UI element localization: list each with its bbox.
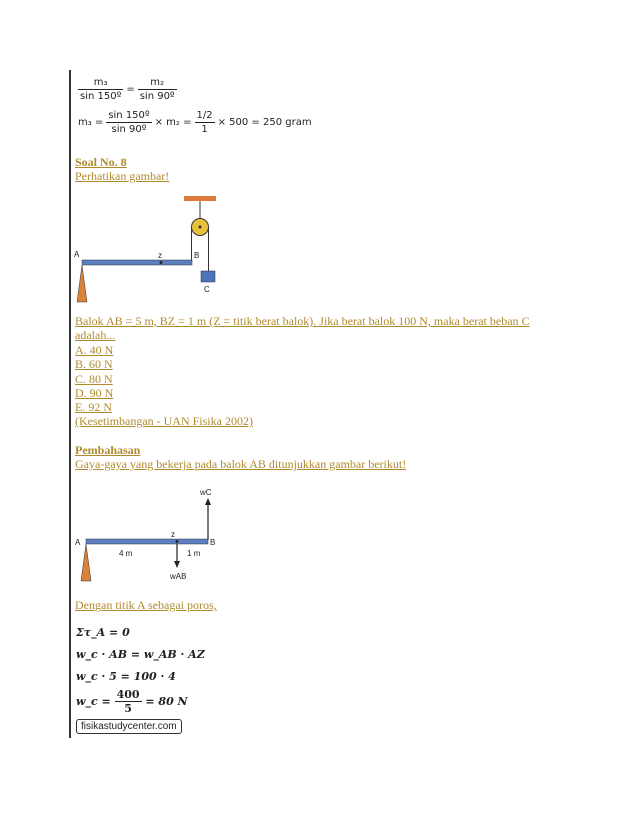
label-b: B bbox=[194, 251, 200, 260]
torque-eq-1: Στ_A = 0 bbox=[76, 626, 130, 639]
problem-source[interactable]: (Kesetimbangan - UAN Fisika 2002) bbox=[75, 414, 253, 428]
eq2-half-den: 1 bbox=[201, 124, 208, 135]
torque-eq-3: w_c · 5 = 100 · 4 bbox=[76, 670, 176, 683]
eq1-sin150: sin 150º bbox=[80, 91, 122, 102]
eq1-m3: m₃ bbox=[78, 76, 123, 90]
label-z: z bbox=[158, 251, 162, 260]
eq2-lhs: m₃ = bbox=[78, 117, 104, 128]
arrow-wab-head bbox=[174, 561, 180, 568]
point-z bbox=[160, 261, 163, 264]
final-num: 400 bbox=[116, 688, 140, 701]
eq1-m2: m₂ bbox=[138, 76, 177, 90]
label-1m: 1 m bbox=[187, 549, 201, 558]
point-z-forces bbox=[176, 540, 179, 543]
eq2-num: sin 150º bbox=[108, 110, 150, 121]
beam-ab-forces bbox=[86, 539, 208, 544]
equation-m3-result bbox=[78, 109, 315, 136]
force-diagram-figure bbox=[70, 482, 240, 587]
solution-pivot[interactable]: Dengan titik A sebagai poros, bbox=[75, 598, 217, 612]
block-c bbox=[201, 271, 215, 282]
option-d[interactable]: D. 90 N bbox=[75, 386, 114, 400]
support-icon bbox=[77, 265, 87, 302]
option-b[interactable]: B. 60 N bbox=[75, 357, 113, 371]
label-wab: wAB bbox=[170, 572, 187, 581]
final-rhs: = 80 N bbox=[145, 695, 188, 708]
eq1-sin90: sin 90º bbox=[139, 91, 175, 102]
label-c: C bbox=[204, 285, 210, 294]
final-lhs: w_c = bbox=[76, 695, 111, 708]
final-den: 5 bbox=[124, 702, 132, 715]
label-z-forces: z bbox=[171, 530, 175, 539]
torque-eq-2: w_c · AB = w_AB · AZ bbox=[76, 648, 205, 661]
label-4m: 4 m bbox=[119, 549, 133, 558]
beam-pulley-figure bbox=[70, 192, 240, 310]
pulley-axle bbox=[199, 226, 202, 229]
eq2-den: sin 90º bbox=[111, 124, 147, 135]
solution-title[interactable]: Pembahasan bbox=[75, 443, 141, 457]
arrow-wc-head bbox=[205, 498, 211, 505]
problem-statement-2[interactable]: adalah... bbox=[75, 328, 116, 342]
problem-title[interactable]: Soal No. 8 bbox=[75, 155, 127, 169]
problem-instruction[interactable]: Perhatikan gambar! bbox=[75, 169, 170, 183]
problem-statement-1[interactable]: Balok AB = 5 m, BZ = 1 m (Z = titik berat balok). Jika berat balok 100 N, maka berat beban C bbox=[75, 314, 530, 328]
ceiling-bar bbox=[184, 196, 216, 201]
option-c[interactable]: C. 80 N bbox=[75, 372, 113, 386]
label-b-forces: B bbox=[210, 538, 216, 547]
support-icon-forces bbox=[81, 544, 91, 581]
eq2-times: × m₂ = bbox=[154, 117, 192, 128]
equation-ratio bbox=[78, 76, 177, 103]
eq2-half-num: 1/2 bbox=[196, 110, 213, 121]
left-border bbox=[69, 70, 71, 738]
label-a: A bbox=[74, 250, 80, 259]
label-a-forces: A bbox=[75, 538, 81, 547]
label-wc: wC bbox=[200, 488, 212, 497]
torque-eq-final bbox=[76, 688, 188, 715]
beam-ab bbox=[82, 260, 192, 265]
option-a[interactable]: A. 40 N bbox=[75, 343, 114, 357]
eq1-equals: = bbox=[126, 84, 135, 95]
watermark-logo: fisikastudycenter.com bbox=[76, 719, 182, 734]
eq2-rest: × 500 = 250 gram bbox=[217, 117, 312, 128]
solution-intro[interactable]: Gaya-gaya yang bekerja pada balok AB ditunjukkan gambar berikut! bbox=[75, 457, 407, 471]
option-e[interactable]: E. 92 N bbox=[75, 400, 112, 414]
